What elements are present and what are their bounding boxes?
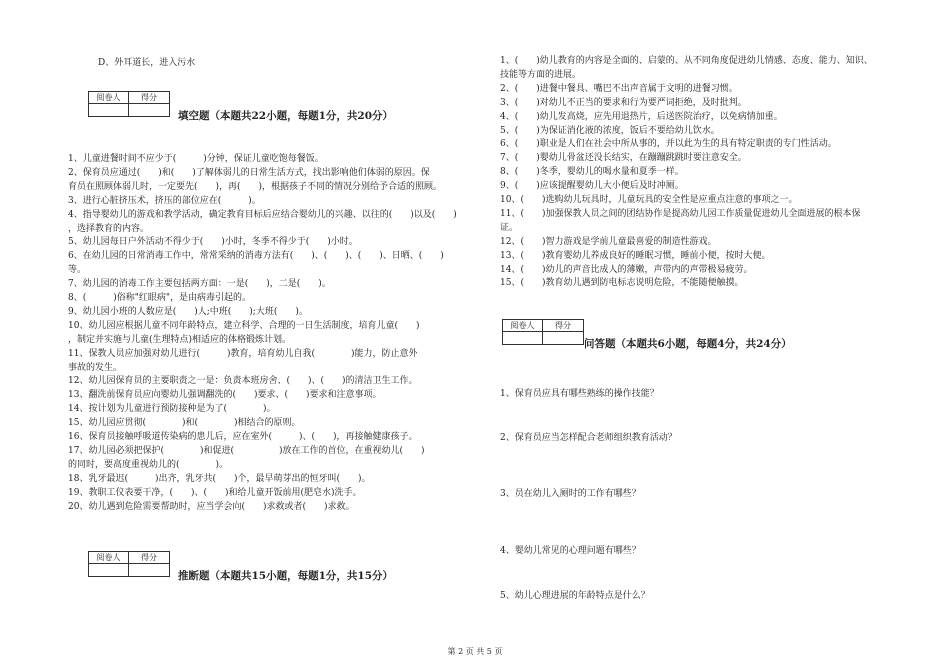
option-d-text: D、外耳道长，进入污水 [98,58,196,68]
fill-question-line: 10、幼儿园应根据儿童不同年龄特点，建立科学、合理的一日生活制度，培育儿童( ) [68,320,420,331]
fill-question-line: ，制定并实施与儿童(生理特点)相适应的体格锻炼计划。 [68,334,292,345]
qa-question: 2、保育员应当怎样配合老师组织教育活动？ [500,433,677,443]
fill-question-line: ，选择教育的内容。 [68,223,150,234]
section-title-qa: 问答题（本题共6小题，每题4分，共24分） [584,338,792,350]
fill-question-line: 19、教职工仪表要干净，( )、( )和给儿童开饭前用(肥皂水)洗手。 [68,487,362,498]
score-label: 得分 [129,92,169,104]
fill-question-line: 12、幼儿园保育员的主要职责之一是：负责本班房舍、( )、( )的清洁卫生工作。 [68,376,418,387]
judge-question-line: 10、( )选购幼儿玩具时，儿童玩具的安全性是应重点注意的事项之一。 [500,195,798,205]
fill-question-line: 6、在幼儿园的日常消毒工作中，常常采纳的消毒方法有( )、( )、( )、日晒、( ) [68,251,444,262]
fill-question-line: 5、幼儿园每日户外活动不得少于( )小时，冬季不得少于( )小时。 [68,237,358,248]
page-footer: 第 2 页 共 5 页 [447,647,503,656]
fill-question-line: 14、按计划为儿童进行预防接种是为了( )。 [68,404,276,415]
judge-question-line: 技能等方面的进展。 [500,69,582,80]
judge-question-line: 9、( )应该提醒婴幼儿大小便后及时冲厕。 [500,181,684,192]
reviewer-label: 阅卷人 [89,92,129,104]
fill-question-line: 9、幼儿园小班的人数应是( )人;中班( );大班( )。 [68,306,308,317]
judge-question-line: 5、( )为保证消化液的浓度，饭后不要给幼儿饮水。 [500,125,720,136]
qa-question: 4、婴幼儿常见的心理问题有哪些？ [500,546,641,556]
fill-question-line: 11、保教人员应加强对幼儿进行( )教育，培育幼儿自我( )能力，防止意外 [68,348,418,359]
fill-question-line: 13、翻洗前保育员应向婴幼儿强调翻洗的( )要求、( )要求和注意事项。 [68,390,382,401]
fill-question-line: 17、幼儿园必须把保护( )和促进( )放在工作的首位，在重视幼儿( ) [68,445,425,456]
judge-question-line: 12、( )智力游戏是学前儿童最喜爱的制造性游戏。 [500,236,717,247]
fill-question-line: 的同时，要高度重视幼儿的( )。 [68,459,229,470]
qa-question: 5、幼儿心理进展的年龄特点是什么？ [500,591,650,601]
judge-question-line: 2、( )进餐中餐具、嘴巴不出声音属于文明的进餐习惯。 [500,83,738,94]
judge-question-line: 15、( )教育幼儿遇到防电标志说明危险，不能随便触摸。 [500,278,744,289]
fill-question-line: 8、( )俗称"红眼病"，是由病毒引起的。 [68,293,252,303]
fill-question-line: 2、保育员应通过( )和( )了解体弱儿的日常生活方式，找出影响他们体弱的原因。保 [68,167,430,178]
score-box-qa [502,319,584,345]
score-label: 得分 [129,552,169,564]
fill-question-line: 4、指导婴幼儿的游戏和教学活动，确定教育目标后应结合婴幼儿的兴趣、以往的( )以及( ) [68,209,457,220]
fill-question-line: 事故的发生。 [68,362,123,373]
section-title-fill: 填空题（本题共22小题，每题1分，共20分） [178,110,394,122]
fill-question-line: 15、幼儿园应贯彻( )和( )相结合的原则。 [68,418,301,429]
fill-question-line: 16、保育员接触呼吸道传染病的患儿后，应在室外( )、( )，再接触健康孩子。 [68,432,418,442]
judge-question-line: 1、( )幼儿教育的内容是全面的、启蒙的、从不同角度促进幼儿情感、态度、能力、知识、 [500,56,873,66]
score-box-fill [88,91,170,117]
fill-question-line: 20、幼儿遇到危险需要帮助时，应当学会向( )求救或者( )求救。 [68,501,355,512]
judge-question-line: 11、( )加强保教人员之间的团结协作是提高幼儿园工作质量促进幼儿全面进展的根本保 [500,208,861,219]
fill-question-line: 7、幼儿园的消毒工作主要包括两方面：一是( )，二是( )。 [68,279,331,290]
judge-question-line: 13、( )教育婴幼儿养成良好的睡眠习惯，睡前小便，按时大便。 [500,250,771,261]
fill-question-line: 等。 [68,265,87,276]
qa-question: 3、员在幼儿入厕时的工作有哪些？ [500,489,641,499]
judge-question-line: 6、( )职业是人们在社会中所从事的，并以此为生的具有特定职责的专门性活动。 [500,139,837,150]
judge-question-line: 7、( )婴幼儿骨盆还没长结实，在蹦蹦跳跳时要注意安全。 [500,153,747,164]
fill-question-line: 1、儿童进餐时间不应少于( )分钟，保证儿童吃饱每餐饭。 [68,154,324,164]
score-box-judge [88,551,170,577]
fill-question-line: 育员在照顾体弱儿时，一定要先( )，再( )，根据孩子不同的情况分别给予合适的照顾。 [68,181,443,192]
judge-question-line: 证。 [500,222,519,233]
judge-question-line: 14、( )幼儿的声音比成人的薄嫩，声带内的声带极易疲劳。 [500,264,753,275]
reviewer-label: 阅卷人 [89,552,129,564]
reviewer-label: 阅卷人 [503,320,543,332]
score-label: 得分 [543,320,583,332]
judge-question-line: 3、( )对幼儿不正当的要求和行为要严词拒绝，及时批判。 [500,97,747,108]
fill-question-line: 3、进行心脏挤压术，挤压的部位应在( )。 [68,195,261,206]
judge-question-line: 8、( )冬季，婴幼儿的喝水量和夏季一样。 [500,167,684,178]
qa-question: 1、保育员应具有哪些熟练的操作技能？ [500,389,659,399]
judge-question-line: 4、( )幼儿发高烧，应先用退热片，后送医院治疗，以免病情加重。 [500,111,783,122]
fill-question-line: 18、乳牙最迟( )出齐，乳牙共( )个，最早萌芽出的恒牙叫( )。 [68,473,371,484]
section-title-judge: 推断题（本题共15小题，每题1分，共15分） [178,570,394,582]
